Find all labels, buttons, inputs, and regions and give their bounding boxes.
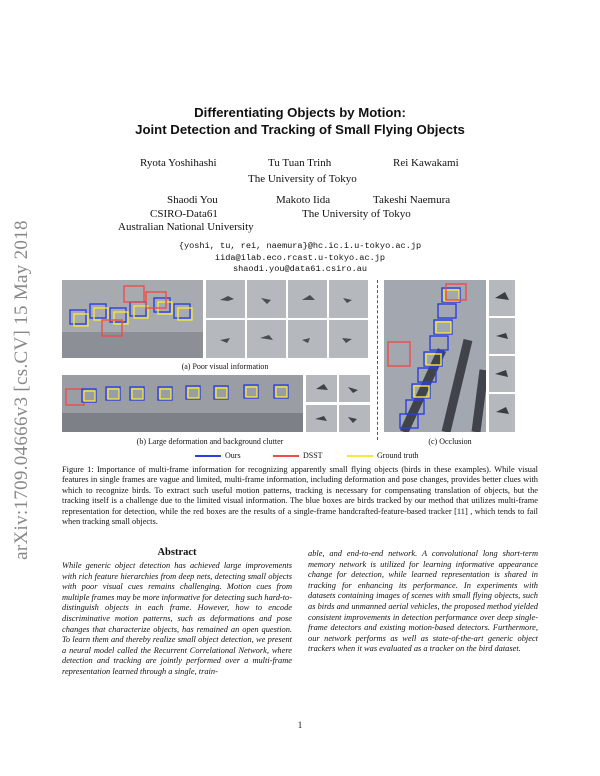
legend-item-ours xyxy=(195,451,241,460)
figure-panel-c-scene xyxy=(384,280,486,432)
abstract-right-column: able, and end-to-end network. A convolutional long short-term memory network is utilized for learning informative appearance change for detection, while learned representation is shared in tracking for enhancing its performance. In experiments with datasets containing images of scenes with small flying objects, such as birds and unmanned aerial vehicles, the proposed method yielded consistent improvements in detection performance over deep single-frame detectors and existing motion-based detectors. Furthermore, our network performs as well as state-of-the-art generic object trackers when it was evaluated as a tracker on the bird dataset. xyxy=(308,549,538,654)
crop-grid-b xyxy=(306,375,370,432)
arxiv-id: arXiv:1709.04666v3 [cs.CV] 15 May 2018 xyxy=(11,220,32,560)
tracking-boxes-b xyxy=(62,375,303,432)
figure-panel-a-scene xyxy=(62,280,203,358)
affiliation-2b: Australian National University xyxy=(118,221,254,233)
legend-item-dsst xyxy=(273,451,323,460)
figure-legend xyxy=(195,451,435,463)
abstract-left-column: While generic object detection has achieved large improvements with rich feature hierarchies from deep nets, detecting small objects with poor visual cues remains challenging. Motion cues from multiple frames may be more informative for detecting such hard-to-distinguish objects in each frame. However, how to encode discriminative motion patterns, such as deformations and pose changes that characterize objects, has remained an open question. To learn them and thereby realize small object detection, we present a neural model called the Recurrent Correlational Network, where detection and tracking are jointly performed over a multi-frame representation learned through a single, train- xyxy=(62,561,292,676)
title-line-2: Joint Detection and Tracking of Small Flying Objects xyxy=(135,122,465,137)
tracking-boxes-a xyxy=(62,280,203,358)
abstract-heading: Abstract xyxy=(157,547,197,558)
figure-divider xyxy=(377,280,378,440)
author-2: Tu Tuan Trinh xyxy=(268,157,332,169)
figure-panel-b-scene xyxy=(62,375,303,432)
email-line-1: {yoshi, tu, rei, naemura}@hc.ic.i.u-tokyo.ac.jp xyxy=(178,241,422,251)
page-number: 1 xyxy=(297,720,303,730)
affiliation-2c: The University of Tokyo xyxy=(302,208,411,220)
subcaption-b: (b) Large deformation and background clutter xyxy=(136,437,284,446)
legend-swatch-ours xyxy=(195,455,221,457)
tracking-boxes-c xyxy=(384,280,486,432)
crop-column-c xyxy=(489,280,515,432)
affiliation-2a: CSIRO-Data61 xyxy=(150,208,218,220)
email-line-3: shaodi.you@data61.csiro.au xyxy=(232,264,368,274)
author-4: Shaodi You xyxy=(167,194,218,206)
legend-label-ground-truth: Ground truth xyxy=(377,451,419,460)
legend-swatch-dsst xyxy=(273,455,299,457)
legend-label-ours: Ours xyxy=(225,451,241,460)
legend-item-ground-truth xyxy=(347,451,419,460)
affiliation-1: The University of Tokyo xyxy=(248,173,357,185)
arxiv-sidebar-stamp xyxy=(10,190,34,590)
subcaption-a: (a) Poor visual information xyxy=(181,362,269,371)
legend-label-dsst: DSST xyxy=(303,451,323,460)
author-5: Makoto Iida xyxy=(276,194,331,206)
legend-swatch-ground-truth xyxy=(347,455,373,457)
email-block xyxy=(100,241,500,276)
figure-panel-b-crops xyxy=(306,375,370,432)
figure-panel-c-crops xyxy=(489,280,515,432)
title-line-1: Differentiating Objects by Motion: xyxy=(194,105,406,120)
email-line-2: iida@ilab.eco.rcast.u-tokyo.ac.jp xyxy=(214,252,386,263)
subcaption-c: (c) Occlusion xyxy=(428,437,472,446)
author-1: Ryota Yoshihashi xyxy=(140,157,217,169)
figure-caption: Figure 1: Importance of multi-frame information for recognizing apparently small flying objects (birds in these examples). While visual features in single frames are vague and limited, multi-frame information, including deformation and pose changes, provides better clues with which to recognize birds. To extract such useful motion patterns, tracking is necessary for compensating translation of objects, but the tracking itself is a challenge due to the limited visual information. The blue boxes are birds tracked by our method that utilizes multi-frame representation for detection, while the red boxes are the results of a single-frame handcrafted-feature-based tracker [11] , which tends to fail when tracking small objects. xyxy=(62,465,538,527)
author-3: Rei Kawakami xyxy=(393,157,459,169)
figure-panel-a-crops xyxy=(206,280,368,358)
paper-title xyxy=(60,104,540,138)
author-6: Takeshi Naemura xyxy=(373,194,451,206)
crop-grid-a xyxy=(206,280,368,358)
